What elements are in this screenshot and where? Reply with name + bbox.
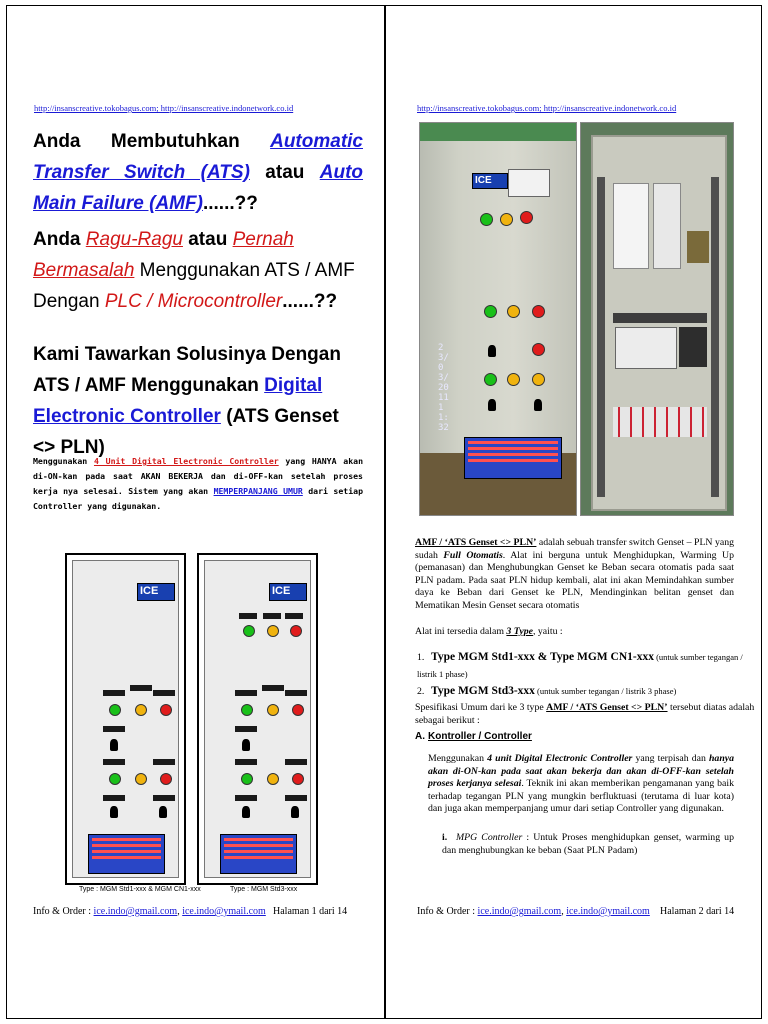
lamp-label bbox=[262, 685, 284, 691]
email-link-ymail[interactable]: ice.indo@ymail.com bbox=[182, 906, 266, 917]
lamp-label bbox=[103, 726, 125, 732]
ctrl-c: yang terpisah dan bbox=[632, 753, 709, 764]
panel-info-plate bbox=[220, 834, 297, 874]
green-lamp bbox=[480, 213, 493, 226]
green-lamp bbox=[484, 305, 497, 318]
enclosure-interior bbox=[591, 135, 727, 511]
red-lamp bbox=[292, 773, 304, 785]
type-num: 2. bbox=[417, 686, 425, 697]
ice-logo-badge bbox=[137, 583, 175, 601]
lamp-label bbox=[103, 759, 125, 765]
headline-1-end: ......?? bbox=[202, 193, 258, 214]
red-lamp bbox=[532, 305, 545, 318]
types-intro-a: Alat ini tersedia dalam bbox=[415, 626, 507, 637]
yellow-lamp bbox=[135, 704, 147, 716]
ctrl-a: Menggunakan bbox=[428, 753, 488, 764]
page-number: Halaman 2 dari 14 bbox=[660, 906, 735, 917]
panel-info-plate bbox=[88, 834, 165, 874]
headline-2-text: Anda bbox=[33, 229, 86, 250]
mpg-item bbox=[442, 832, 734, 857]
headline-3-text: Kami Tawarkan Solusinya Dengan ATS / AMF Menggunakan bbox=[33, 344, 341, 396]
transformer bbox=[687, 231, 709, 263]
panel-diagram-std3 bbox=[197, 553, 318, 885]
lamp-label bbox=[285, 795, 307, 801]
footer-sep: , bbox=[561, 906, 567, 917]
red-lamp bbox=[292, 704, 304, 716]
lamp-label bbox=[285, 759, 307, 765]
panel-info-plate bbox=[464, 437, 562, 479]
caption-std3: Type : MGM Std3-xxx bbox=[230, 886, 298, 893]
selector-switch bbox=[110, 739, 118, 751]
panel-face bbox=[204, 560, 311, 878]
section-letter: A. bbox=[415, 731, 425, 742]
section-title: Kontroller / Controller bbox=[428, 731, 532, 742]
lamp-label bbox=[153, 795, 175, 801]
panel-face bbox=[72, 560, 179, 878]
page2-url[interactable]: http://insanscreative.tokobagus.com; http://insanscreative.indonetwork.co.id bbox=[417, 103, 677, 113]
type-item-1 bbox=[417, 649, 761, 683]
green-lamp bbox=[241, 704, 253, 716]
green-lamp bbox=[109, 773, 121, 785]
red-lamp bbox=[532, 343, 545, 356]
footer-sep: , bbox=[177, 906, 183, 917]
ice-logo-text: ICE bbox=[475, 175, 492, 186]
caption-std1: Type : MGM Std1-xxx & MGM CN1-xxx bbox=[79, 886, 201, 893]
intro-text bbox=[415, 537, 734, 612]
lamp-label bbox=[235, 795, 257, 801]
para-unit-highlight: 4 Unit Digital Electronic Controller bbox=[93, 456, 279, 466]
yellow-lamp bbox=[507, 305, 520, 318]
selector-switch bbox=[242, 806, 250, 818]
email-link-gmail[interactable]: ice.indo@gmail.com bbox=[93, 906, 178, 917]
red-lamp bbox=[160, 773, 172, 785]
selector-switch bbox=[488, 399, 496, 411]
yellow-lamp bbox=[267, 773, 279, 785]
lamp-label bbox=[153, 759, 175, 765]
terminal-block bbox=[613, 407, 707, 437]
controller-modules bbox=[653, 183, 681, 269]
ice-logo-text: ICE bbox=[272, 585, 291, 597]
headline-2-b: Menggunakan ATS / AMF Dengan bbox=[33, 260, 355, 312]
footer-contact bbox=[417, 906, 650, 917]
para-a: Menggunakan bbox=[33, 456, 94, 466]
photo-panel-open bbox=[580, 122, 734, 516]
amf-link[interactable]: Auto Main Failure (AMF) bbox=[33, 162, 364, 214]
ctrl-e: . Teknik ini akan memberikan pengamanan yang baik terhadap tegangan PLN yang mungkin berfluktuasi (terutama di luar kota) dan juga akan memperpanjang umur dari setiap Controller yang digunakan. bbox=[428, 778, 734, 814]
controller-paragraph bbox=[428, 753, 734, 816]
yellow-lamp bbox=[532, 373, 545, 386]
contactors bbox=[615, 327, 677, 369]
para-b: yang HANYA akan di-ON-kan pada saat AKAN BEKERJA dan di-OFF-kan setelah proses kerja nya selesai. Sistem yang akan bbox=[33, 456, 363, 496]
ats-link[interactable]: Automatic Transfer Switch (ATS) bbox=[33, 131, 363, 183]
digital-controller-link[interactable]: Digital Electronic Controller bbox=[33, 375, 323, 427]
spec-a: Spesifikasi Umum dari ke 3 type bbox=[415, 702, 547, 713]
ice-logo-badge bbox=[472, 173, 508, 189]
headline-3 bbox=[33, 339, 363, 463]
controller-modules bbox=[613, 183, 649, 269]
para-c: dari setiap Controller yang digunakan. bbox=[33, 486, 363, 511]
full-otomatis: Full Otomatis bbox=[443, 549, 503, 561]
types-list bbox=[417, 649, 761, 700]
lamp-label bbox=[235, 690, 257, 696]
yellow-lamp bbox=[267, 704, 279, 716]
headline-3-end: (ATS Genset <> PLN) bbox=[33, 406, 339, 458]
selector-switch bbox=[291, 806, 299, 818]
selector-switch bbox=[159, 806, 167, 818]
types-intro-c: , yaitu : bbox=[532, 626, 563, 637]
photo-panel-closed bbox=[419, 122, 577, 516]
yellow-lamp bbox=[267, 625, 279, 637]
nameplate bbox=[508, 169, 550, 197]
lamp-label bbox=[103, 690, 125, 696]
headline-1-text: Anda Membutuhkan bbox=[33, 131, 271, 152]
selector-switch bbox=[110, 806, 118, 818]
lamp-label bbox=[235, 726, 257, 732]
intro-d: . Alat ini berguna untuk Menghidupkan, Warming Up (pemanasan) dan Menghubungkan Genset ke Beban secara otomatis pada saat PLN padam. Pada saat PLN hidup kembali, alat ini akan Memindahkan sumber daya ke Beban dari Genset ke PLN, Mendinginkan belitan genset dan Mematikan Mesin Genset secara otomatis bbox=[415, 549, 734, 611]
lamp-label bbox=[153, 690, 175, 696]
ragu-ragu-text: Ragu-Ragu bbox=[85, 229, 183, 250]
headline-2 bbox=[33, 224, 363, 317]
page-number: Halaman 1 dari 14 bbox=[273, 906, 348, 917]
selector-switch bbox=[488, 345, 496, 357]
din-rail bbox=[613, 313, 707, 323]
ice-logo-badge bbox=[269, 583, 307, 601]
para-umur-highlight: MEMPERPANJANG UMUR bbox=[213, 486, 303, 496]
red-lamp bbox=[160, 704, 172, 716]
ctrl-b: 4 unit Digital Electronic Controller bbox=[487, 753, 633, 764]
types-intro bbox=[415, 626, 563, 639]
yellow-lamp bbox=[507, 373, 520, 386]
cable-duct bbox=[711, 177, 719, 497]
type-num: 1. bbox=[417, 652, 425, 663]
intro-title: AMF / ‘ATS Genset <> PLN’ bbox=[415, 537, 537, 548]
wall-background bbox=[420, 123, 576, 141]
type-note: (untuk sumber tegangan / listrik 3 phase) bbox=[534, 686, 677, 696]
footer-contact bbox=[33, 906, 266, 917]
headline-1 bbox=[33, 126, 363, 219]
page-2 bbox=[385, 5, 762, 1019]
lamp-label bbox=[103, 795, 125, 801]
ctrl-d: hanya akan di-ON-kan pada saat akan bekerja dan akan di-OFF-kan setelah proses kerjanya selesai bbox=[428, 753, 735, 789]
page-1 bbox=[6, 5, 385, 1019]
mpg-num: i. bbox=[442, 832, 448, 843]
intro-paragraph bbox=[33, 454, 363, 514]
footer-label: Info & Order : bbox=[417, 906, 478, 917]
headline-2-mid: atau bbox=[182, 229, 233, 250]
type-name: Type MGM Std3-xxx bbox=[431, 685, 535, 697]
pernah-bermasalah-text: Pernah Bermasalah bbox=[33, 229, 294, 281]
green-lamp bbox=[241, 773, 253, 785]
plc-text: PLC / Microcontroller bbox=[104, 291, 283, 312]
page1-url[interactable]: http://insanscreative.tokobagus.com; http://insanscreative.indonetwork.co.id bbox=[34, 103, 294, 113]
footer-label: Info & Order : bbox=[33, 906, 94, 917]
section-a-heading bbox=[415, 731, 532, 744]
intro-b: adalah sebuah transfer switch Genset – PLN yang sudah bbox=[415, 537, 735, 561]
lamp-label bbox=[285, 613, 303, 619]
yellow-lamp bbox=[135, 773, 147, 785]
selector-switch bbox=[534, 399, 542, 411]
spec-c: tersebut diatas adalah sebagai berikut : bbox=[415, 702, 755, 726]
email-link-gmail[interactable]: ice.indo@gmail.com bbox=[477, 906, 562, 917]
photo-timestamp: 23/03/2011 11:32 bbox=[438, 343, 449, 433]
type-item-2 bbox=[417, 683, 761, 700]
email-link-ymail[interactable]: ice.indo@ymail.com bbox=[566, 906, 650, 917]
ice-logo-text: ICE bbox=[140, 585, 159, 597]
lamp-label bbox=[285, 690, 307, 696]
lamp-label bbox=[263, 613, 281, 619]
spec-b: AMF / ‘ATS Genset <> PLN’ bbox=[546, 702, 668, 713]
spec-intro bbox=[415, 702, 761, 727]
lamp-label bbox=[130, 685, 152, 691]
green-lamp bbox=[484, 373, 497, 386]
mpg-text: : Untuk Proses menghidupkan genset, warming up dan menghubungkan ke beban (Saat PLN Padam) bbox=[442, 832, 734, 856]
red-lamp bbox=[290, 625, 302, 637]
lamp-label bbox=[239, 613, 257, 619]
type-name: Type MGM Std1-xxx & Type MGM CN1-xxx bbox=[431, 651, 654, 663]
green-lamp bbox=[109, 704, 121, 716]
red-lamp bbox=[520, 211, 533, 224]
types-count: 3 Type bbox=[506, 626, 533, 637]
selector-switch bbox=[242, 739, 250, 751]
headline-1-mid: atau bbox=[249, 162, 320, 183]
type-note: (untuk sumber tegangan / listrik 1 phase) bbox=[417, 652, 743, 679]
circuit-breaker bbox=[679, 327, 707, 367]
yellow-lamp bbox=[500, 213, 513, 226]
headline-2-end: ......?? bbox=[282, 291, 338, 312]
lamp-label bbox=[235, 759, 257, 765]
panel-diagram-std1 bbox=[65, 553, 186, 885]
mpg-name: MPG Controller bbox=[456, 832, 523, 843]
green-lamp bbox=[243, 625, 255, 637]
cable-duct bbox=[597, 177, 605, 497]
